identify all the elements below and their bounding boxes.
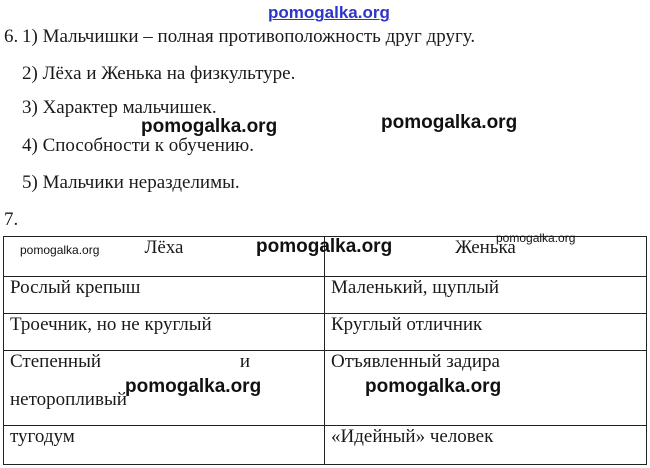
watermark-overlay: pomogalka.org <box>365 376 502 397</box>
cell-lyokha: Троечник, но не круглый <box>4 314 325 351</box>
task-6-item-3: 3) Характер мальчишек. <box>22 97 217 118</box>
watermark-overlay: pomogalka.org <box>20 243 100 257</box>
watermark-overlay: pomogalka.org <box>381 112 518 133</box>
cell-word: Степенный <box>10 351 102 372</box>
cell-zhenka: «Идейный» человек <box>325 426 647 465</box>
task-6-item-5: 5) Мальчики неразделимы. <box>22 172 240 193</box>
watermark-overlay: pomogalka.org <box>141 116 278 137</box>
cell-word: и <box>239 351 250 372</box>
table-row <box>4 314 647 351</box>
watermark-overlay: pomogalka.org <box>496 231 576 245</box>
cell-lyokha: Рослый крепыш <box>4 277 325 314</box>
table-row <box>4 351 647 426</box>
watermark-overlay: pomogalka.org <box>125 376 262 397</box>
task-6-item-4: 4) Способности к обучению. <box>22 135 254 156</box>
cell-line <box>10 351 318 373</box>
cell-line: неторопливый <box>10 389 127 410</box>
cell-zhenka: Круглый отличник <box>325 314 647 351</box>
header-lyokha: Лёха <box>4 237 325 277</box>
task-6-item-1: 1) Мальчишки – полная противоположность друг другу. <box>22 26 476 47</box>
table-row <box>4 277 647 314</box>
cell-zhenka: Отъявленный задира <box>325 351 647 426</box>
table-row <box>4 426 647 465</box>
watermark-top: pomogalka.org <box>268 3 390 22</box>
comparison-table <box>3 236 647 465</box>
cell-lyokha: тугодум <box>4 426 325 465</box>
task-6-item-2: 2) Лёха и Женька на физкультуре. <box>22 63 296 84</box>
task-6-number: 6. <box>4 26 19 47</box>
cell-zhenka: Маленький, щуплый <box>325 277 647 314</box>
header-zhenka: Женька <box>325 237 647 277</box>
watermark-overlay: pomogalka.org <box>256 236 393 257</box>
task-7-number: 7. <box>4 209 19 230</box>
